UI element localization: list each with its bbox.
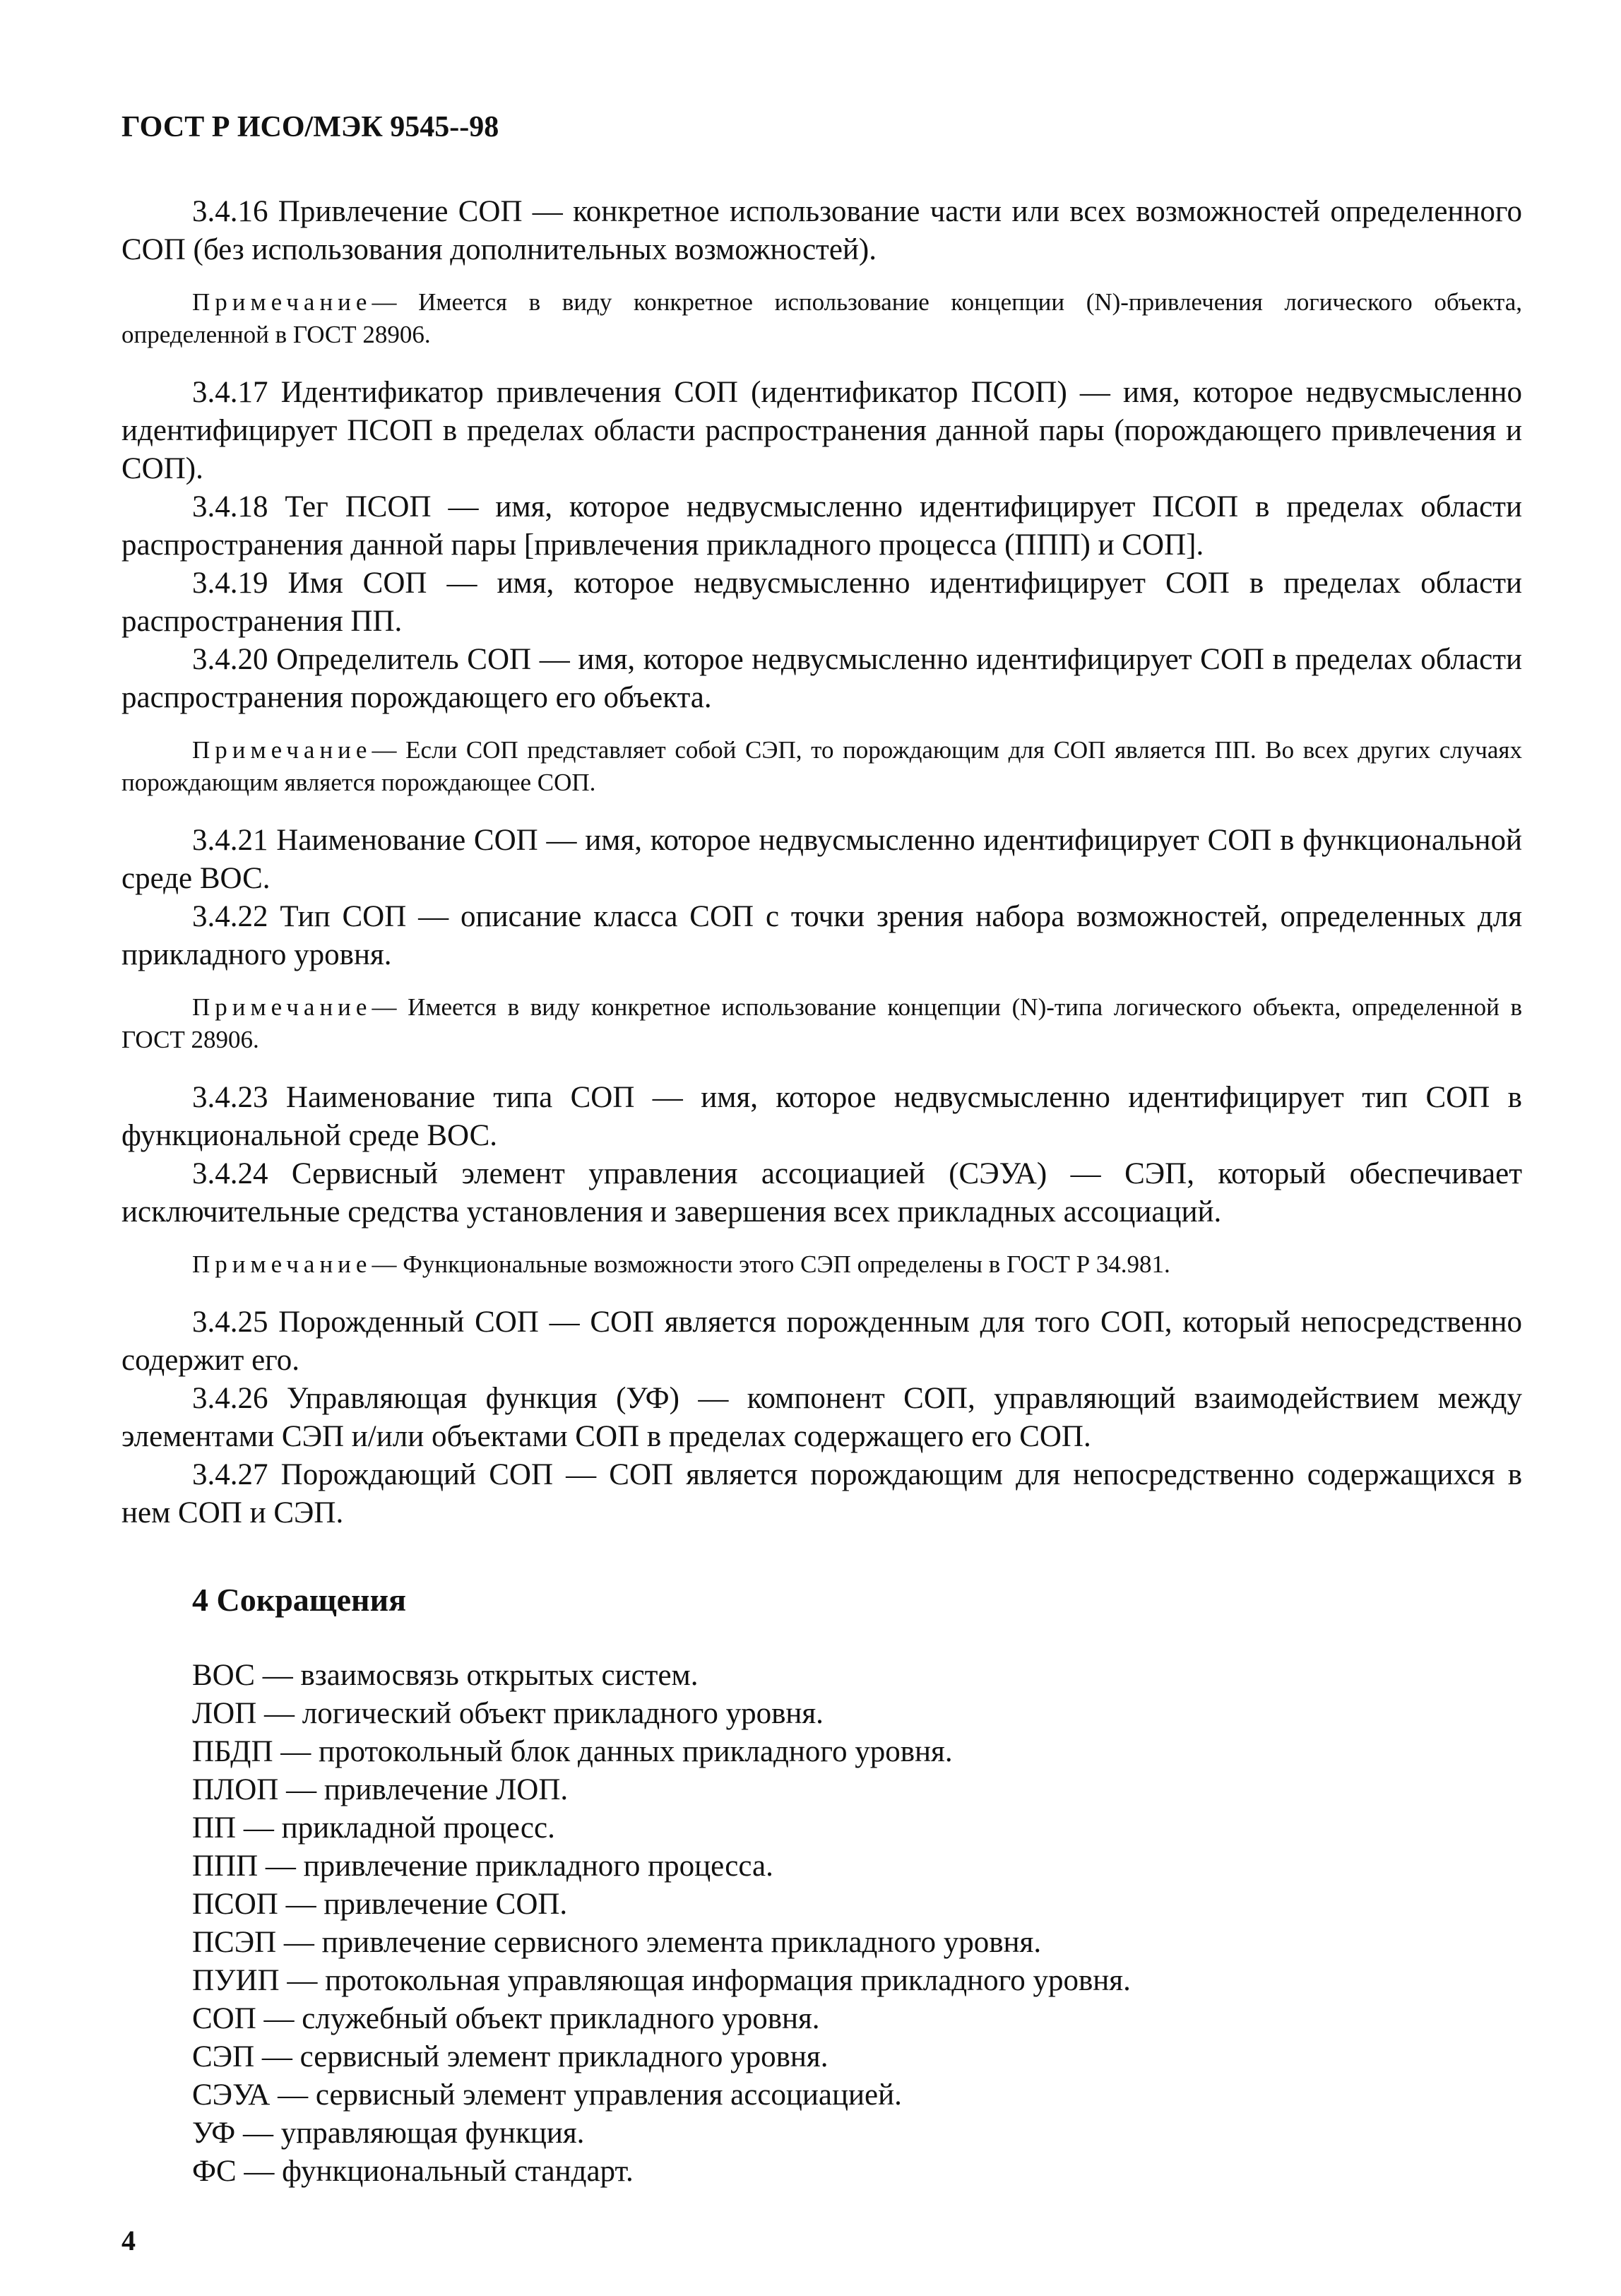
abbreviation-item: СЭУА — сервисный элемент управления ассоциацией.	[192, 2078, 902, 2112]
note	[121, 734, 1522, 799]
section-title: 4 Сокращения	[192, 1582, 406, 1618]
definition-paragraph: 3.4.26 Управляющая функция (УФ) — компонент СОП, управляющий взаимодействием между элементами СЭП и/или объектами СОП в пределах содержащего его СОП.	[121, 1382, 1522, 1453]
note-label: Примечание	[192, 288, 372, 316]
definition-paragraph: 3.4.17 Идентификатор привлечения СОП (идентификатор ПСОП) — имя, которое недвусмысленно идентифицирует ПСОП в пределах области распространения данной пары (порождающего привлечения и СОП).	[121, 376, 1522, 485]
abbreviation-item: ПУИП — протокольная управляющая информация прикладного уровня.	[192, 1964, 1131, 1997]
abbreviation-item: УФ — управляющая функция.	[192, 2117, 585, 2150]
definition-paragraph: 3.4.19 Имя СОП — имя, которое недвусмысленно идентифицирует СОП в пределах области распространения ПП.	[121, 567, 1522, 638]
abbreviation-item: СЭП — сервисный элемент прикладного уровня.	[192, 2040, 829, 2073]
definition-paragraph: 3.4.22 Тип СОП — описание класса СОП с точки зрения набора возможностей, определенных для прикладного уровня.	[121, 900, 1522, 971]
document-header: ГОСТ Р ИСО/МЭК 9545--98	[121, 111, 499, 143]
note	[121, 286, 1522, 351]
definition-paragraph: 3.4.23 Наименование типа СОП — имя, которое недвусмысленно идентифицирует тип СОП в функциональной среде ВОС.	[121, 1081, 1522, 1152]
definition-paragraph: 3.4.24 Сервисный элемент управления ассоциацией (СЭУА) — СЭП, который обеспечивает исключительные средства установления и завершения всех прикладных ассоциаций.	[121, 1157, 1522, 1229]
definition-paragraph: 3.4.16 Привлечение СОП — конкретное использование части или всех возможностей определенного СОП (без использования дополнительных возможностей).	[121, 195, 1522, 266]
abbreviation-item: ПСОП — привлечение СОП.	[192, 1888, 568, 1921]
abbreviation-item: ЛОП — логический объект прикладного уровня.	[192, 1697, 824, 1730]
definition-paragraph: 3.4.20 Определитель СОП — имя, которое недвусмысленно идентифицирует СОП в пределах области распространения порождающего его объекта.	[121, 643, 1522, 714]
note-text: — Имеется в виду конкретное использование концепции (N)-типа логического объекта, определенной в ГОСТ 28906.	[121, 993, 1522, 1053]
note-text: — Имеется в виду конкретное использование концепции (N)-привлечения логического объекта, определенной в ГОСТ 28906.	[121, 288, 1522, 348]
note-text: — Функциональные возможности этого СЭП определены в ГОСТ Р 34.981.	[372, 1250, 1170, 1278]
abbreviation-item: ПСЭП — привлечение сервисного элемента прикладного уровня.	[192, 1926, 1042, 1959]
note-label: Примечание	[192, 736, 372, 764]
abbreviation-item: ППП — привлечение прикладного процесса.	[192, 1850, 773, 1883]
definition-paragraph: 3.4.25 Порожденный СОП — СОП является порожденным для того СОП, который непосредственно содержит его.	[121, 1306, 1522, 1377]
abbreviations-list	[192, 1657, 1522, 2191]
note-text: — Если СОП представляет собой СЭП, то порождающим для СОП является ПП. Во всех других случаях порождающим является порождающее СОП.	[121, 736, 1522, 796]
abbreviation-item: ПЛОП — привлечение ЛОП.	[192, 1773, 569, 1806]
note	[121, 991, 1522, 1056]
note	[121, 1248, 1522, 1281]
note-label: Примечание	[192, 1250, 372, 1278]
definition-paragraph: 3.4.21 Наименование СОП — имя, которое недвусмысленно идентифицирует СОП в функциональной среде ВОС.	[121, 824, 1522, 895]
definition-paragraph: 3.4.18 Тег ПСОП — имя, которое недвусмысленно идентифицирует ПСОП в пределах области распространения данной пары [привлечения прикладного процесса (ППП) и СОП].	[121, 490, 1522, 562]
abbreviation-item: СОП — служебный объект прикладного уровня.	[192, 2002, 820, 2035]
note-label: Примечание	[192, 993, 372, 1021]
definition-paragraph: 3.4.27 Порождающий СОП — СОП является порождающим для непосредственно содержащихся в нем СОП и СЭП.	[121, 1458, 1522, 1529]
abbreviation-item: ПБДП — протокольный блок данных прикладного уровня.	[192, 1735, 953, 1768]
page-number: 4	[121, 2225, 136, 2256]
definitions-body	[121, 193, 1522, 1532]
abbreviation-item: ВОС — взаимосвязь открытых систем.	[192, 1659, 699, 1692]
abbreviation-item: ПП — прикладной процесс.	[192, 1811, 555, 1845]
abbreviation-item: ФС — функциональный стандарт.	[192, 2155, 634, 2188]
